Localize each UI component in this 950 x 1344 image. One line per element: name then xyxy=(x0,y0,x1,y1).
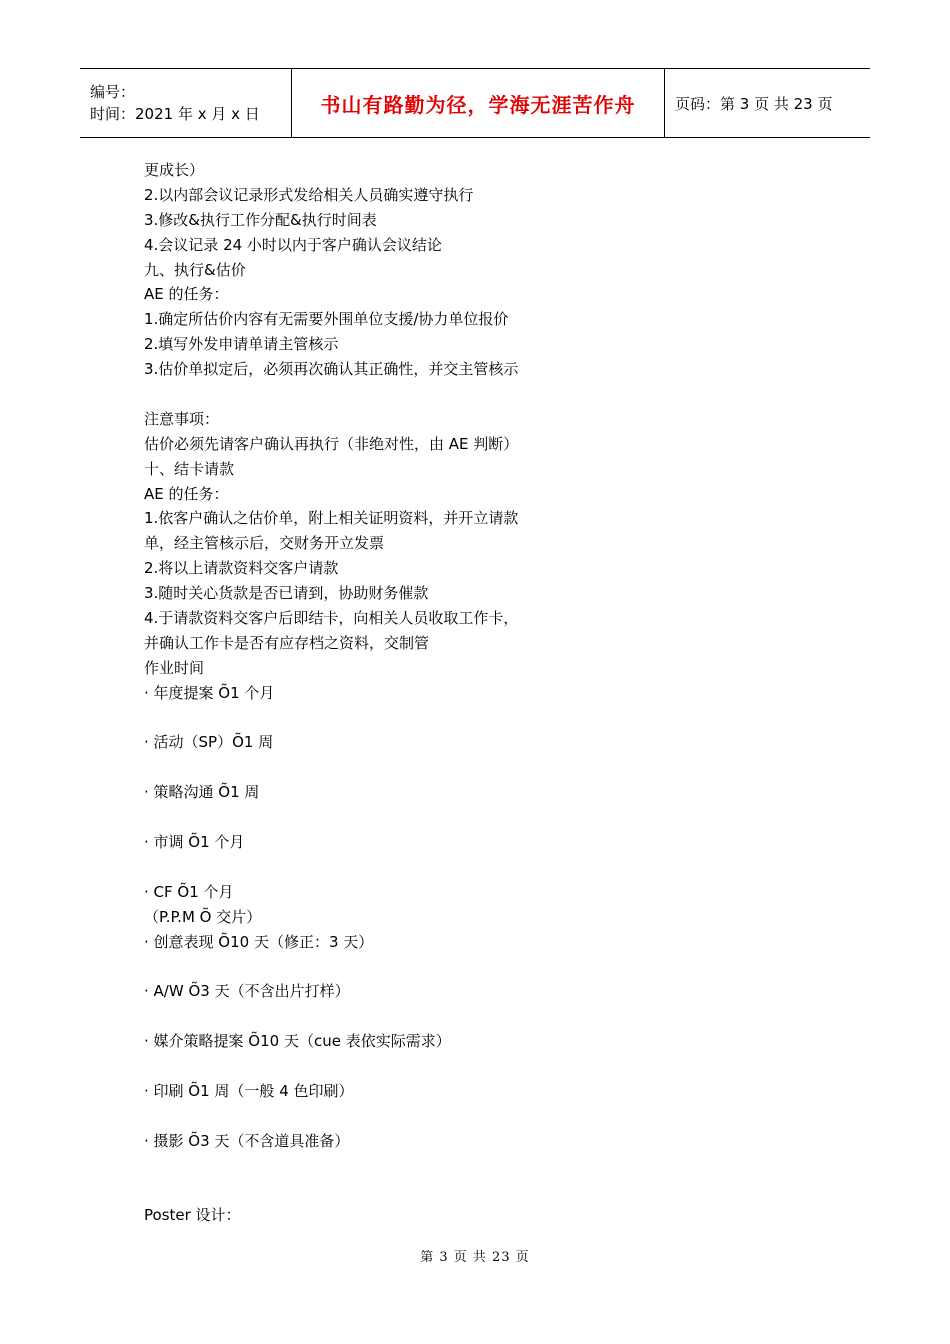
text-line: 十、结卡请款 xyxy=(144,459,235,478)
text-line: 九、执行&估价 xyxy=(144,260,246,279)
text-line: 更成长） xyxy=(144,161,205,179)
text-line: · 活动（SP）Õ1 周 xyxy=(144,733,274,752)
motto-text: 书山有路勤为径，学海无涯苦作舟 xyxy=(320,92,636,117)
blank-line xyxy=(144,755,584,780)
text-line: · 印刷 Õ1 周（一般 4 色印刷） xyxy=(144,1081,354,1100)
text-line: 2.将以上请款资料交客户请款 xyxy=(144,559,339,578)
document-date: 时间：2021 年 x 月 x 日 xyxy=(90,105,260,123)
blank-line xyxy=(144,1179,584,1204)
text-line: · A/W Õ3 天（不含出片打样） xyxy=(144,982,350,1001)
text-line: 3.随时关心货款是否已请到，协助财务催款 xyxy=(144,584,429,603)
text-line: 4.于请款资料交客户后即结卡，向相关人员收取工作卡， xyxy=(144,609,519,628)
text-line: 作业时间 xyxy=(144,658,205,677)
text-line: 单，经主管核示后，交财务开立发票 xyxy=(144,534,385,553)
header-page-info xyxy=(665,69,870,137)
text-line: 注意事项： xyxy=(144,409,220,428)
text-line: · 市调 Õ1 个月 xyxy=(144,833,245,852)
text-line: 3.修改&执行工作分配&执行时间表 xyxy=(144,210,377,229)
text-line: · CF Õ1 个月 xyxy=(144,882,234,901)
text-line: （P.P.M Õ 交片） xyxy=(144,907,262,926)
text-line: · 摄影 Õ3 天（不含道具准备） xyxy=(144,1131,350,1150)
text-line: · 媒介策略提案 Õ10 天（cue 表依实际需求） xyxy=(144,1032,451,1051)
blank-line xyxy=(144,955,584,980)
blank-line xyxy=(144,1004,584,1029)
blank-line xyxy=(144,1154,584,1179)
text-line: · 创意表现 Õ10 天（修正：3 天） xyxy=(144,932,374,951)
text-line: 1.依客户确认之估价单，附上相关证明资料，并开立请款 xyxy=(144,509,519,528)
text-line: 4.会议记录 24 小时以内于客户确认会议结论 xyxy=(144,235,442,254)
text-line: 2.以内部会议记录形式发给相关人员确实遵守执行 xyxy=(144,185,474,204)
header-motto xyxy=(292,69,665,137)
text-line: 估价必须先请客户确认再执行（非绝对性，由 AE 判断） xyxy=(144,434,519,453)
blank-line xyxy=(144,805,584,830)
text-line: · 年度提案 Õ1 个月 xyxy=(144,683,275,702)
page-header xyxy=(80,68,870,138)
text-line: 1.确定所估价内容有无需要外围单位支援/协力单位报价 xyxy=(144,310,509,329)
blank-line xyxy=(144,382,584,407)
document-number: 编号： xyxy=(90,83,136,101)
text-line: 2.填写外发申请单请主管核示 xyxy=(144,335,339,354)
text-line: 3.估价单拟定后，必须再次确认其正确性，并交主管核示 xyxy=(144,360,519,379)
text-line: Poster 设计： xyxy=(144,1206,241,1225)
blank-line xyxy=(144,1104,584,1129)
page-footer: 第 3 页 共 23 页 xyxy=(420,1250,530,1265)
header-meta xyxy=(80,69,292,137)
blank-line xyxy=(144,1054,584,1079)
page-info-text: 页码：第 3 页 共 23 页 xyxy=(675,94,833,113)
blank-line xyxy=(144,706,584,731)
blank-line xyxy=(144,855,584,880)
text-line: AE 的任务： xyxy=(144,484,229,503)
text-line: AE 的任务： xyxy=(144,285,229,304)
document-body xyxy=(144,158,584,1228)
text-line: · 策略沟通 Õ1 周 xyxy=(144,783,260,802)
text-line: 并确认工作卡是否有应存档之资料，交制管 xyxy=(144,633,430,652)
